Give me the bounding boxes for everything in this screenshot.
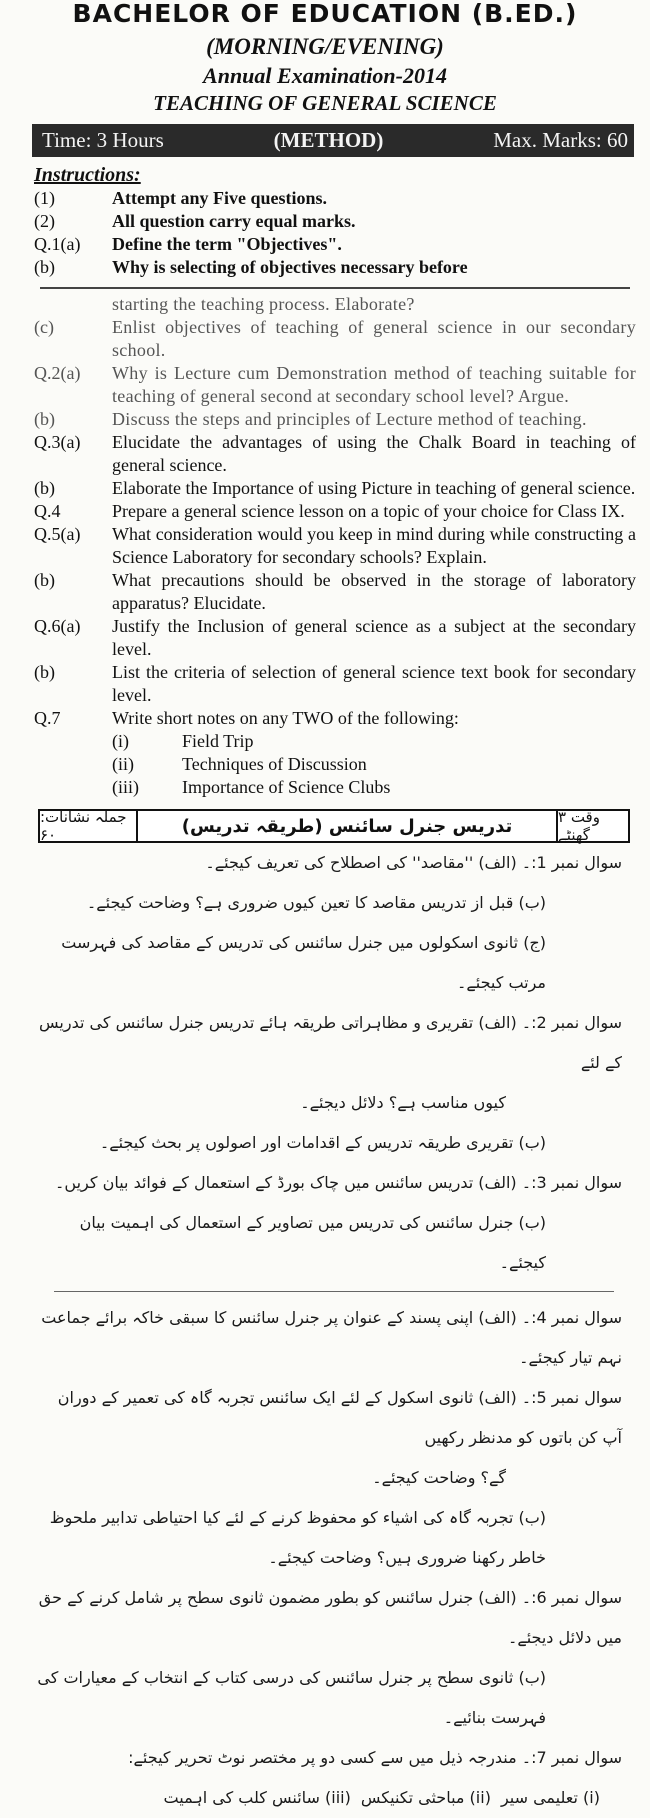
urdu-time: وقت ۳ گھنٹے: [558, 808, 600, 844]
question-row: [34, 256, 636, 279]
urdu-question-line: گے؟ وضاحت کیجئے۔: [372, 1468, 506, 1487]
question-number: Q.4: [34, 501, 61, 521]
question-row: [34, 362, 636, 408]
urdu-title: تدریس جنرل سائنس (طریقہ تدریس): [138, 811, 558, 841]
urdu-question-line: سوال نمبر 6:۔ (الف) جنرل سائنس کو بطور مضمون ثانوی سطح پر شامل کرنے کے حق میں دلائل دیجئے۔: [38, 1588, 622, 1647]
question-number: Q.3(a): [34, 432, 81, 452]
question-number: (b): [34, 662, 55, 682]
urdu-sub-ii: (ii) مباحثی تکنیکس: [360, 1788, 491, 1807]
urdu-sub-i: (i) تعلیمی سیر: [500, 1788, 600, 1807]
subitem-row: [112, 776, 636, 799]
question-row: [34, 233, 636, 256]
question-text: Write short notes on any TWO of the following:: [112, 708, 459, 728]
urdu-question-line: (ب) قبل از تدریس مقاصد کا تعین کیوں ضروری ہے؟ وضاحت کیجئے۔: [86, 893, 546, 912]
question-number: (i): [112, 731, 129, 751]
marks-label: Max. Marks: 60: [493, 128, 628, 152]
question-text: What consideration would you keep in mind during while constructing a Science Laboratory for secondary schools? Explain.: [112, 524, 636, 567]
urdu-question-line: سوال نمبر 2:۔ (الف) تقریری و مظاہراتی طریقہ ہائے تدریس جنرل سائنس کی تدریس کے لئے: [39, 1013, 622, 1072]
question-number: (b): [34, 409, 55, 429]
paper-header: [14, 0, 636, 116]
question-number: Q.5(a): [34, 524, 81, 544]
urdu-question-line: سوال نمبر 5:۔ (الف) ثانوی اسکول کے لئے ایک سائنس تجربہ گاہ کی تعمیر کے دوران آپ کن باتوں کو مدنظر رکھیں: [57, 1388, 622, 1447]
question-text: Importance of Science Clubs: [182, 777, 391, 797]
question-text: Why is Lecture cum Demonstration method of teaching suitable for teaching of general second at secondary school level? Argue.: [112, 363, 636, 406]
question-text: Enlist objectives of teaching of general science in our secondary school.: [112, 317, 636, 360]
urdu-header-band: [38, 809, 630, 843]
question-row: [34, 316, 636, 362]
urdu-divider: [54, 1291, 614, 1292]
question-text: Attempt any Five questions.: [112, 188, 327, 208]
exam-title: Annual Examination-2014: [203, 63, 447, 88]
urdu-questions-part2: [34, 1298, 626, 1778]
questions-top-list: [34, 233, 636, 279]
question-number: Q.7: [34, 708, 61, 728]
question-text: All question carry equal marks.: [112, 211, 356, 231]
urdu-question-line: سوال نمبر 7:۔ مندرجہ ذیل میں سے کسی دو پر مختصر نوٹ تحریر کیجئے:: [128, 1748, 622, 1767]
instructions-list: [34, 187, 636, 233]
question-text: Field Trip: [182, 731, 254, 751]
question-text: Elaborate the Importance of using Picture in teaching of general science.: [112, 478, 636, 498]
questions-list: [34, 293, 636, 730]
question-text: starting the teaching process. Elaborate?: [112, 294, 415, 314]
page-tear-divider: [40, 287, 630, 289]
method-label: (METHOD): [273, 128, 384, 152]
urdu-question-line: (ب) تقریری طریقہ تدریس کے اقدامات اور اصولوں پر بحث کیجئے۔: [99, 1133, 546, 1152]
question-number: [34, 293, 112, 316]
question-text: Techniques of Discussion: [182, 754, 367, 774]
question-number: (1): [34, 188, 55, 208]
question-number: (b): [34, 570, 55, 590]
urdu-question-line: (ب) جنرل سائنس کی تدریس میں تصاویر کے استعمال کی اہمیت بیان کیجئے۔: [79, 1213, 546, 1272]
question-row: [34, 661, 636, 707]
urdu-question-line: سوال نمبر 4:۔ (الف) اپنی پسند کے عنوان پر جنرل سائنس کا سبقی خاکہ برائے جماعت نہم تیار کیجئے۔: [41, 1308, 622, 1367]
urdu-question-line: (ب) تجربہ گاہ کی اشیاء کو محفوظ کرنے کے لئے کیا احتیاطی تدابیر ملحوظ خاطر رکھنا ضروری ہیں؟ وضاحت کیجئے۔: [49, 1508, 546, 1567]
question-text: List the criteria of selection of general science text book for secondary level.: [112, 662, 636, 705]
question-number: Q.2(a): [34, 363, 81, 383]
question-text: What precautions should be observed in the storage of laboratory apparatus? Elucidate.: [112, 570, 636, 613]
urdu-question-line: سوال نمبر 3:۔ (الف) تدریس سائنس میں چاک بورڈ کے استعمال کے فوائد بیان کریں۔: [55, 1173, 622, 1192]
question-text: Elucidate the advantages of using the Chalk Board in teaching of general science.: [112, 432, 636, 475]
question-row: [34, 477, 636, 500]
urdu-questions: [34, 843, 626, 1283]
question-row: [34, 408, 636, 431]
urdu-q7-subitems: [34, 1778, 626, 1818]
question-text: Define the term "Objectives".: [112, 234, 342, 254]
urdu-sub-iii: (iii) سائنس کلب کی اہمیت: [163, 1788, 351, 1807]
instruction-item: [34, 210, 636, 233]
question-row: [34, 293, 636, 316]
shift-title: (MORNING/EVENING): [206, 34, 444, 59]
question-number: (iii): [112, 777, 139, 797]
question-text: Why is selecting of objectives necessary before: [112, 257, 468, 277]
urdu-marks: جملہ نشانات: ۶۰: [40, 811, 138, 841]
urdu-question-line: (ب) ثانوی سطح پر جنرل سائنس کی درسی کتاب کے انتخاب کے معیارات کی فہرست بنائیے۔: [37, 1668, 546, 1727]
question-text: Justify the Inclusion of general science as a subject at the secondary level.: [112, 616, 636, 659]
question-row: [34, 707, 636, 730]
question-row: [34, 500, 636, 523]
question-number: (b): [34, 257, 55, 277]
instruction-item: [34, 187, 636, 210]
instructions-title: Instructions:: [34, 164, 141, 186]
question-number: (ii): [112, 754, 134, 774]
time-marks-band: [32, 124, 634, 157]
question-row: [34, 523, 636, 569]
q7-subitems: [112, 730, 636, 799]
question-number: (c): [34, 317, 54, 337]
urdu-question-line: سوال نمبر 1:۔ (الف) ''مقاصد'' کی اصطلاح کی تعریف کیجئے۔: [205, 853, 622, 872]
question-number: (b): [34, 478, 55, 498]
question-number: (2): [34, 211, 55, 231]
question-number: Q.6(a): [34, 616, 81, 636]
question-row: [34, 615, 636, 661]
degree-title: BACHELOR OF EDUCATION (B.ED.): [72, 0, 578, 28]
question-row: [34, 431, 636, 477]
subitem-row: [112, 753, 636, 776]
question-number: Q.1(a): [34, 234, 81, 254]
subject-title: TEACHING OF GENERAL SCIENCE: [153, 91, 497, 115]
question-row: [34, 569, 636, 615]
question-text: Discuss the steps and principles of Lecture method of teaching.: [112, 409, 587, 429]
question-text: Prepare a general science lesson on a topic of your choice for Class IX.: [112, 501, 625, 521]
subitem-row: [112, 730, 636, 753]
time-label: Time: 3 Hours: [42, 128, 164, 152]
urdu-question-line: (ج) ثانوی اسکولوں میں جنرل سائنس کی تدریس کے مقاصد کی فہرست مرتب کیجئے۔: [61, 933, 546, 992]
urdu-question-line: کیوں مناسب ہے؟ دلائل دیجئے۔: [300, 1093, 506, 1112]
